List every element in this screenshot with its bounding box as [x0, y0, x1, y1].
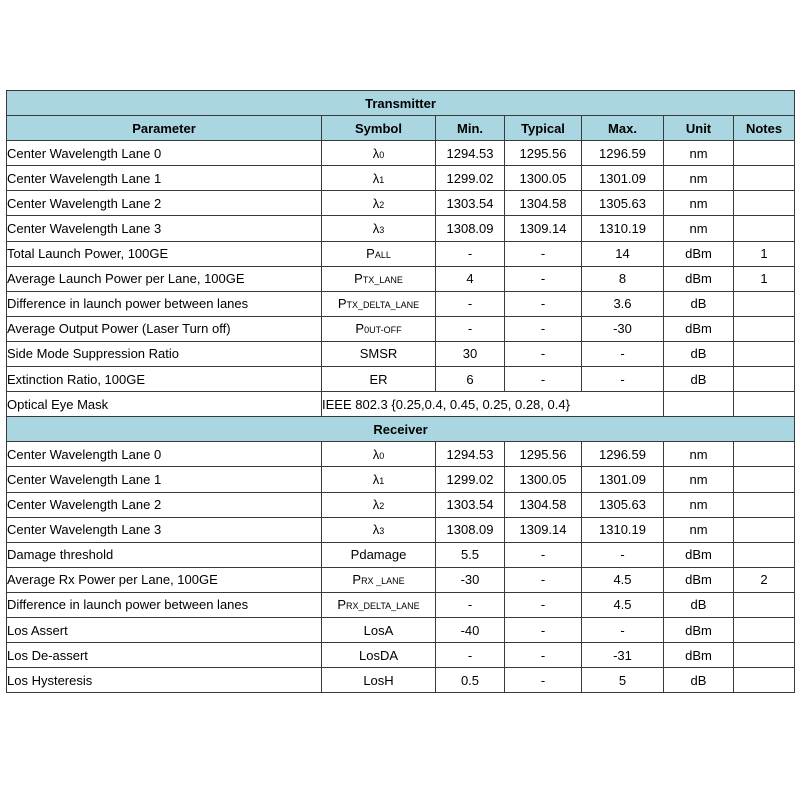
symbol-subscript: RX_DELTA_LANE	[345, 601, 420, 612]
table-row	[7, 266, 795, 291]
symbol-subscript: 3	[379, 526, 385, 537]
cell-max: 14	[582, 241, 664, 266]
cell-max: -30	[582, 316, 664, 341]
cell-max: 3.6	[582, 291, 664, 316]
cell-notes	[734, 316, 795, 341]
cell-notes	[734, 216, 795, 241]
cell-unit: dBm	[664, 542, 734, 567]
cell-min: 1308.09	[436, 216, 505, 241]
cell-symbol	[322, 341, 436, 366]
cell-symbol	[322, 668, 436, 693]
symbol-main: λ	[372, 170, 380, 186]
symbol-subscript: TX_LANE	[362, 275, 403, 286]
cell-symbol	[322, 316, 436, 341]
table-row	[7, 492, 795, 517]
cell-max: 1301.09	[582, 166, 664, 191]
cell-notes	[734, 367, 795, 392]
cell-typical: -	[505, 291, 582, 316]
symbol-main: λ	[372, 145, 380, 161]
symbol-main: P	[366, 246, 375, 262]
table-row	[7, 567, 795, 592]
cell-parameter: Los De-assert	[7, 643, 322, 668]
cell-symbol	[322, 241, 436, 266]
table-row	[7, 291, 795, 316]
cell-parameter: Side Mode Suppression Ratio	[7, 341, 322, 366]
cell-unit: nm	[664, 166, 734, 191]
table-row	[7, 592, 795, 617]
cell-min: 1299.02	[436, 166, 505, 191]
header-row	[7, 116, 795, 141]
table-row	[7, 643, 795, 668]
header-notes: Notes	[734, 116, 795, 141]
cell-parameter: Difference in launch power between lanes	[7, 291, 322, 316]
symbol-subscript: RX _LANE	[361, 576, 405, 587]
symbol-main: λ	[372, 522, 380, 538]
cell-min: -40	[436, 617, 505, 642]
cell-symbol	[322, 141, 436, 166]
cell-symbol	[322, 166, 436, 191]
cell-typical: -	[505, 241, 582, 266]
cell-notes	[734, 467, 795, 492]
cell-unit: dBm	[664, 643, 734, 668]
cell-notes	[734, 592, 795, 617]
cell-min: 6	[436, 367, 505, 392]
cell-notes: 1	[734, 266, 795, 291]
cell-max: -31	[582, 643, 664, 668]
table-row	[7, 241, 795, 266]
cell-parameter: Total Launch Power, 100GE	[7, 241, 322, 266]
cell-typical: 1295.56	[505, 141, 582, 166]
cell-min: 1303.54	[436, 191, 505, 216]
cell-typical: -	[505, 367, 582, 392]
cell-max: 4.5	[582, 592, 664, 617]
section-title-receiver: Receiver	[7, 417, 795, 442]
table-row	[7, 467, 795, 492]
symbol-subscript: 1	[379, 174, 385, 185]
cell-typical: -	[505, 643, 582, 668]
cell-notes	[734, 341, 795, 366]
cell-max: 5	[582, 668, 664, 693]
cell-max: -	[582, 367, 664, 392]
cell-parameter: Center Wavelength Lane 3	[7, 517, 322, 542]
symbol-subscript: 0	[379, 450, 385, 461]
cell-typical: 1295.56	[505, 442, 582, 467]
cell-notes	[734, 492, 795, 517]
cell-symbol	[322, 517, 436, 542]
cell-parameter: Center Wavelength Lane 1	[7, 467, 322, 492]
symbol-main: λ	[372, 446, 380, 462]
cell-typical: -	[505, 316, 582, 341]
symbol-main: SMSR	[359, 346, 398, 362]
table-row	[7, 166, 795, 191]
header-max: Max.	[582, 116, 664, 141]
table-row-eye-mask	[7, 392, 795, 417]
cell-typical: -	[505, 266, 582, 291]
symbol-subscript: 2	[379, 501, 385, 512]
cell-unit: dBm	[664, 266, 734, 291]
cell-notes	[734, 668, 795, 693]
cell-parameter: Damage threshold	[7, 542, 322, 567]
table-row	[7, 316, 795, 341]
cell-max: 1305.63	[582, 492, 664, 517]
table-row	[7, 517, 795, 542]
cell-unit: nm	[664, 141, 734, 166]
symbol-main: P	[352, 572, 362, 588]
symbol-main: P	[354, 271, 363, 287]
cell-unit: nm	[664, 216, 734, 241]
spec-table	[6, 90, 795, 693]
cell-max: 4.5	[582, 567, 664, 592]
cell-notes	[734, 291, 795, 316]
symbol-main: P	[337, 296, 347, 312]
cell-unit: nm	[664, 517, 734, 542]
cell-min: 0.5	[436, 668, 505, 693]
cell-parameter: Average Launch Power per Lane, 100GE	[7, 266, 322, 291]
cell-notes	[734, 517, 795, 542]
symbol-main: LosH	[363, 672, 394, 688]
cell-symbol	[322, 643, 436, 668]
header-min: Min.	[436, 116, 505, 141]
cell-unit: dBm	[664, 567, 734, 592]
cell-unit: dB	[664, 291, 734, 316]
header-unit: Unit	[664, 116, 734, 141]
cell-parameter: Average Rx Power per Lane, 100GE	[7, 567, 322, 592]
symbol-main: P	[355, 321, 365, 337]
cell-unit: dB	[664, 341, 734, 366]
cell-max: 1296.59	[582, 442, 664, 467]
symbol-main: LosDA	[358, 647, 399, 663]
cell-unit	[664, 392, 734, 417]
cell-unit: dB	[664, 668, 734, 693]
section-transmitter	[7, 91, 795, 116]
cell-min: -	[436, 643, 505, 668]
cell-notes	[734, 442, 795, 467]
symbol-main: Pdamage	[350, 547, 407, 563]
cell-parameter: Los Assert	[7, 617, 322, 642]
cell-unit: nm	[664, 191, 734, 216]
cell-unit: nm	[664, 467, 734, 492]
symbol-subscript: 0UT-OFF	[364, 325, 402, 336]
table-row	[7, 668, 795, 693]
cell-symbol	[322, 291, 436, 316]
table-row	[7, 216, 795, 241]
cell-parameter: Center Wavelength Lane 1	[7, 166, 322, 191]
cell-max: -	[582, 542, 664, 567]
cell-max: 1296.59	[582, 141, 664, 166]
cell-unit: dB	[664, 592, 734, 617]
cell-symbol	[322, 442, 436, 467]
cell-min: -	[436, 241, 505, 266]
cell-min: 1303.54	[436, 492, 505, 517]
cell-typical: 1304.58	[505, 492, 582, 517]
cell-notes: 1	[734, 241, 795, 266]
cell-parameter: Average Output Power (Laser Turn off)	[7, 316, 322, 341]
cell-notes	[734, 392, 795, 417]
cell-typical: 1304.58	[505, 191, 582, 216]
cell-notes	[734, 643, 795, 668]
cell-min: 1299.02	[436, 467, 505, 492]
cell-symbol	[322, 266, 436, 291]
cell-typical: -	[505, 567, 582, 592]
cell-min: 1294.53	[436, 141, 505, 166]
symbol-subscript: TX_DELTA_LANE	[346, 300, 420, 311]
cell-parameter: Center Wavelength Lane 2	[7, 191, 322, 216]
spec-table-body	[7, 91, 795, 693]
cell-typical: -	[505, 617, 582, 642]
cell-typical: -	[505, 542, 582, 567]
cell-typical: 1309.14	[505, 216, 582, 241]
cell-max: 8	[582, 266, 664, 291]
cell-min: 1294.53	[436, 442, 505, 467]
cell-notes	[734, 542, 795, 567]
cell-symbol	[322, 216, 436, 241]
cell-parameter: Los Hysteresis	[7, 668, 322, 693]
header-typical: Typical	[505, 116, 582, 141]
cell-symbol	[322, 467, 436, 492]
header-symbol: Symbol	[322, 116, 436, 141]
cell-max: -	[582, 341, 664, 366]
cell-typical: -	[505, 592, 582, 617]
cell-min: 1308.09	[436, 517, 505, 542]
cell-max: -	[582, 617, 664, 642]
table-row	[7, 442, 795, 467]
symbol-main: λ	[372, 221, 380, 237]
symbol-main: P	[337, 597, 346, 613]
cell-symbol	[322, 191, 436, 216]
cell-min: 4	[436, 266, 505, 291]
cell-symbol	[322, 617, 436, 642]
cell-unit: dBm	[664, 617, 734, 642]
symbol-subscript: 0	[379, 149, 385, 160]
cell-typical: 1309.14	[505, 517, 582, 542]
symbol-main: λ	[372, 195, 380, 211]
cell-max: 1310.19	[582, 216, 664, 241]
cell-notes: 2	[734, 567, 795, 592]
cell-notes	[734, 191, 795, 216]
symbol-main: λ	[372, 497, 380, 513]
cell-parameter: Extinction Ratio, 100GE	[7, 367, 322, 392]
table-row	[7, 617, 795, 642]
cell-parameter: Center Wavelength Lane 3	[7, 216, 322, 241]
header-parameter: Parameter	[7, 116, 322, 141]
symbol-subscript: 1	[379, 475, 385, 486]
table-row	[7, 141, 795, 166]
table-row	[7, 191, 795, 216]
cell-unit: dBm	[664, 316, 734, 341]
cell-notes	[734, 141, 795, 166]
cell-typical: -	[505, 668, 582, 693]
cell-symbol	[322, 492, 436, 517]
cell-min: -	[436, 592, 505, 617]
cell-parameter: Difference in launch power between lanes	[7, 592, 322, 617]
cell-notes	[734, 617, 795, 642]
cell-min: 5.5	[436, 542, 505, 567]
cell-parameter: Center Wavelength Lane 2	[7, 492, 322, 517]
symbol-main: ER	[369, 371, 388, 387]
cell-min: -30	[436, 567, 505, 592]
cell-parameter: Center Wavelength Lane 0	[7, 141, 322, 166]
cell-min: 30	[436, 341, 505, 366]
cell-parameter: Center Wavelength Lane 0	[7, 442, 322, 467]
table-row	[7, 542, 795, 567]
table-row	[7, 341, 795, 366]
cell-symbol	[322, 367, 436, 392]
symbol-subscript: 2	[379, 199, 385, 210]
cell-max: 1305.63	[582, 191, 664, 216]
cell-unit: dBm	[664, 241, 734, 266]
section-receiver	[7, 417, 795, 442]
cell-unit: dB	[664, 367, 734, 392]
section-title-transmitter: Transmitter	[7, 91, 795, 116]
cell-symbol	[322, 542, 436, 567]
symbol-main: λ	[372, 471, 380, 487]
cell-notes	[734, 166, 795, 191]
cell-min: -	[436, 291, 505, 316]
cell-max: 1310.19	[582, 517, 664, 542]
cell-symbol	[322, 592, 436, 617]
symbol-main: LosA	[363, 622, 394, 638]
cell-parameter: Optical Eye Mask	[7, 392, 322, 417]
cell-min: -	[436, 316, 505, 341]
cell-unit: nm	[664, 442, 734, 467]
symbol-subscript: 3	[379, 225, 385, 236]
cell-typical: -	[505, 341, 582, 366]
cell-typical: 1300.05	[505, 467, 582, 492]
table-row	[7, 367, 795, 392]
symbol-subscript: ALL	[374, 250, 391, 261]
cell-symbol	[322, 567, 436, 592]
cell-max: 1301.09	[582, 467, 664, 492]
cell-eye-mask-value: IEEE 802.3 {0.25,0.4, 0.45, 0.25, 0.28, 0.4}	[322, 392, 664, 417]
cell-typical: 1300.05	[505, 166, 582, 191]
cell-unit: nm	[664, 492, 734, 517]
